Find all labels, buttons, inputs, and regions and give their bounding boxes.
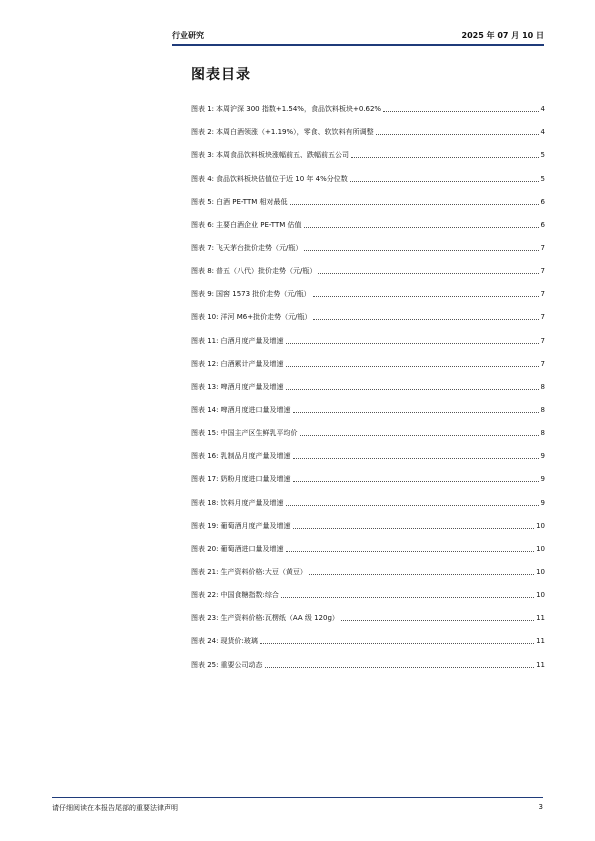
- toc-entry-title: 本周沪深 300 指数+1.54%，食品饮料板块+0.62%: [216, 105, 382, 114]
- toc-dot-leader: [286, 504, 539, 506]
- toc-entry-title: 飞天茅台批价走势（元/瓶）: [216, 243, 303, 252]
- toc-entry-label: 图表 8:: [191, 267, 215, 276]
- toc-entry-label: 图表 19:: [191, 521, 219, 530]
- toc-entry[interactable]: [191, 346, 545, 369]
- toc-entry[interactable]: [191, 438, 545, 461]
- toc-entry[interactable]: [191, 554, 545, 577]
- toc-entry-title: 生产资料价格:大豆（黄豆）: [220, 567, 307, 576]
- toc-entry-page: 7: [540, 313, 545, 322]
- toc-entry-page: 8: [540, 382, 545, 391]
- toc-dot-leader: [313, 318, 538, 320]
- toc-entry-label: 图表 11:: [191, 336, 219, 345]
- toc-dot-leader: [265, 666, 535, 668]
- footer-page-number: 3: [538, 803, 543, 811]
- toc-entry-page: 11: [536, 660, 545, 669]
- toc-dot-leader: [281, 596, 534, 598]
- toc-entry-label: 图表 23:: [191, 614, 219, 623]
- toc-entry-title: 食品饮料板块估值位于近 10 年 4%分位数: [216, 174, 348, 183]
- toc-dot-leader: [376, 133, 539, 135]
- toc-entry-page: 5: [540, 174, 545, 183]
- toc-entry-page: 9: [540, 498, 545, 507]
- toc-entry-title: 本周白酒领涨（+1.19%），零食、软饮料有所调整: [216, 128, 374, 137]
- toc-entry-title: 中国主产区生鲜乳平均价: [220, 429, 298, 438]
- toc-entry-title: 普五（八代）批价走势（元/瓶）: [216, 267, 317, 276]
- toc-entry-page: 7: [540, 336, 545, 345]
- toc-entry-label: 图表 25:: [191, 660, 219, 669]
- toc-dot-leader: [383, 110, 538, 112]
- toc-dot-leader: [286, 342, 539, 344]
- toc-entry-page: 8: [540, 429, 545, 438]
- toc-entry-title: 生产资料价格:瓦楞纸（AA 级 120g）: [220, 614, 339, 623]
- toc-entry-title: 乳制品月度产量及增速: [220, 452, 291, 461]
- toc-entry-title: 重要公司动态: [220, 660, 263, 669]
- toc-dot-leader: [286, 388, 539, 390]
- toc-entry-page: 6: [540, 220, 545, 229]
- toc-entry[interactable]: [191, 415, 545, 438]
- toc-dot-leader: [260, 642, 534, 644]
- toc-entry-page: 10: [536, 544, 545, 553]
- toc-entry-page: 7: [540, 359, 545, 368]
- toc-entry-title: 中国食糖指数:综合: [220, 591, 279, 600]
- toc-entry-page: 11: [536, 637, 545, 646]
- toc-entry-page: 9: [540, 475, 545, 484]
- toc-dot-leader: [304, 226, 539, 228]
- toc-entry[interactable]: [191, 646, 545, 669]
- toc-entry-page: 11: [536, 614, 545, 623]
- toc-dot-leader: [290, 203, 539, 205]
- toc-entry[interactable]: [191, 230, 545, 253]
- toc-dot-leader: [293, 411, 539, 413]
- toc-dot-leader: [313, 295, 539, 297]
- toc-dot-leader: [304, 249, 538, 251]
- toc-dot-leader: [351, 156, 538, 158]
- toc-entry[interactable]: [191, 276, 545, 299]
- toc-entry[interactable]: [191, 392, 545, 415]
- toc-entry-page: 4: [540, 105, 545, 114]
- toc-entry-title: 现货价:玻璃: [220, 637, 258, 646]
- toc-entry[interactable]: [191, 299, 545, 322]
- toc-entry-title: 本周食品饮料板块涨幅前五、跌幅前五公司: [216, 151, 350, 160]
- toc-entry-page: 10: [536, 591, 545, 600]
- toc-entry-title: 饮料月度产量及增速: [220, 498, 284, 507]
- toc-entry-label: 图表 9:: [191, 290, 215, 299]
- toc-dot-leader: [286, 365, 539, 367]
- toc-entry[interactable]: [191, 322, 545, 345]
- toc-entry-label: 图表 14:: [191, 405, 219, 414]
- toc-entry-page: 4: [540, 128, 545, 137]
- toc-entry-title: 白酒累计产量及增速: [220, 359, 284, 368]
- toc-dot-leader: [318, 272, 538, 274]
- toc-entry[interactable]: [191, 508, 545, 531]
- toc-entry-label: 图表 3:: [191, 151, 215, 160]
- toc-entry-page: 7: [540, 290, 545, 299]
- toc-entry-label: 图表 21:: [191, 567, 219, 576]
- toc-entry-title: 啤酒月度进口量及增速: [220, 405, 291, 414]
- footer-divider: [52, 797, 543, 798]
- toc-entry-title: 奶粉月度进口量及增速: [220, 475, 291, 484]
- toc-entry-label: 图表 24:: [191, 637, 219, 646]
- toc-entry[interactable]: [191, 369, 545, 392]
- toc-entry-label: 图表 7:: [191, 243, 215, 252]
- toc-entry-label: 图表 1:: [191, 105, 215, 114]
- toc-entry-page: 10: [536, 567, 545, 576]
- toc-entry-label: 图表 12:: [191, 359, 219, 368]
- toc-entry-label: 图表 18:: [191, 498, 219, 507]
- header-divider: [172, 44, 544, 46]
- toc-entry-label: 图表 6:: [191, 220, 215, 229]
- toc-entry-title: 洋河 M6+批价走势（元/瓶）: [220, 313, 312, 322]
- toc-entry-page: 7: [540, 243, 545, 252]
- toc-entry-page: 8: [540, 405, 545, 414]
- toc-entry-label: 图表 13:: [191, 382, 219, 391]
- toc-entry[interactable]: [191, 461, 545, 484]
- toc-entry[interactable]: [191, 91, 545, 114]
- toc-entry-title: 葡萄酒进口量及增速: [220, 544, 284, 553]
- toc-entry[interactable]: [191, 577, 545, 600]
- toc-entry[interactable]: [191, 207, 545, 230]
- toc-entry[interactable]: [191, 114, 545, 137]
- toc-entry[interactable]: [191, 484, 545, 507]
- toc-entry[interactable]: [191, 531, 545, 554]
- toc-entry-page: 5: [540, 151, 545, 160]
- toc-entry-page: 6: [540, 197, 545, 206]
- toc-dot-leader: [293, 527, 535, 529]
- toc-dot-leader: [341, 619, 534, 621]
- toc-entry[interactable]: [191, 160, 545, 183]
- toc-dot-leader: [293, 457, 539, 459]
- header-date: 2025 年 07 月 10 日: [461, 31, 544, 40]
- toc-dot-leader: [309, 573, 534, 575]
- toc-entry[interactable]: [191, 253, 545, 276]
- toc-dot-leader: [350, 180, 539, 182]
- toc-entry-title: 国窖 1573 批价走势（元/瓶）: [216, 290, 311, 299]
- toc-dot-leader: [300, 434, 539, 436]
- toc-entry-title: 主要白酒企业 PE-TTM 估值: [216, 220, 302, 229]
- toc-entry-page: 10: [536, 521, 545, 530]
- toc-entry-label: 图表 17:: [191, 475, 219, 484]
- toc-entry-label: 图表 15:: [191, 429, 219, 438]
- toc-entry-label: 图表 4:: [191, 174, 215, 183]
- toc-entry[interactable]: [191, 600, 545, 623]
- footer-disclaimer: 请仔细阅读在本报告尾部的重要法律声明: [52, 804, 178, 812]
- toc-entry-label: 图表 10:: [191, 313, 219, 322]
- toc-entry-label: 图表 2:: [191, 128, 215, 137]
- toc-dot-leader: [293, 480, 539, 482]
- toc-entry[interactable]: [191, 623, 545, 646]
- toc-entry-label: 图表 20:: [191, 544, 219, 553]
- toc-entry-label: 图表 16:: [191, 452, 219, 461]
- toc-dot-leader: [286, 550, 535, 552]
- toc-entry-page: 9: [540, 452, 545, 461]
- toc-entry-title: 葡萄酒月度产量及增速: [220, 521, 291, 530]
- toc-entry-label: 图表 22:: [191, 591, 219, 600]
- toc-title: 图表目录: [191, 67, 251, 83]
- toc-entry-title: 啤酒月度产量及增速: [220, 382, 284, 391]
- toc-list: [191, 91, 545, 670]
- header-section-label: 行业研究: [172, 31, 204, 40]
- toc-entry[interactable]: [191, 184, 545, 207]
- toc-entry[interactable]: [191, 137, 545, 160]
- toc-entry-title: 白酒月度产量及增速: [220, 336, 284, 345]
- toc-entry-label: 图表 5:: [191, 197, 215, 206]
- toc-entry-page: 7: [540, 267, 545, 276]
- toc-entry-title: 白酒 PE-TTM 相对最低: [216, 197, 288, 206]
